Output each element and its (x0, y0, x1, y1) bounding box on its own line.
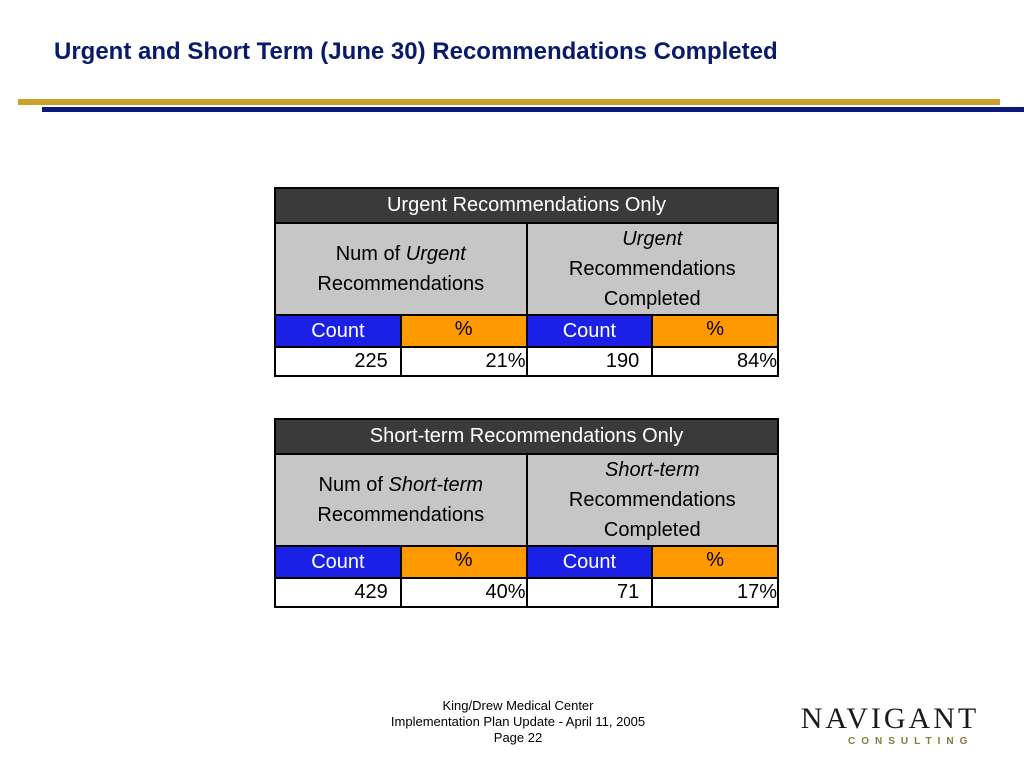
count-label: Count (527, 315, 653, 347)
completed-recommendations-header: Urgent Recommendations Completed (527, 223, 779, 315)
total-percent-cell: 21% (401, 347, 527, 376)
percent-label: % (652, 315, 778, 347)
percent-label: % (401, 546, 527, 578)
total-count-cell: 225 (275, 347, 401, 376)
completed-percent-cell: 17% (652, 578, 778, 607)
num-recommendations-header: Num of Urgent Recommendations (275, 223, 527, 315)
navy-divider (42, 107, 1024, 112)
page-title: Urgent and Short Term (June 30) Recommendations Completed (54, 38, 778, 65)
footer-page-number: Page 22 (493, 730, 543, 745)
logo-tagline: CONSULTING (848, 736, 974, 747)
gold-divider (18, 99, 1000, 105)
footer-document-title: Implementation Plan Update - April 11, 2005 (390, 714, 646, 729)
urgent-recommendations-table (274, 187, 779, 377)
percent-label: % (652, 546, 778, 578)
logo-wordmark: NAVIGANT (800, 702, 980, 735)
navigant-logo (800, 702, 980, 750)
footer (340, 698, 696, 746)
completed-percent-cell: 84% (652, 347, 778, 376)
count-label: Count (527, 546, 653, 578)
count-label: Count (275, 546, 401, 578)
total-count-cell: 429 (275, 578, 401, 607)
table-header: Urgent Recommendations Only (275, 188, 778, 223)
total-percent-cell: 40% (401, 578, 527, 607)
completed-count-cell: 190 (527, 347, 653, 376)
completed-count-cell: 71 (527, 578, 653, 607)
num-recommendations-header: Num of Short-term Recommendations (275, 454, 527, 546)
count-label: Count (275, 315, 401, 347)
short-term-recommendations-table (274, 418, 779, 608)
completed-recommendations-header: Short-term Recommendations Completed (527, 454, 779, 546)
footer-organization: King/Drew Medical Center (442, 698, 594, 713)
table-header: Short-term Recommendations Only (275, 419, 778, 454)
percent-label: % (401, 315, 527, 347)
